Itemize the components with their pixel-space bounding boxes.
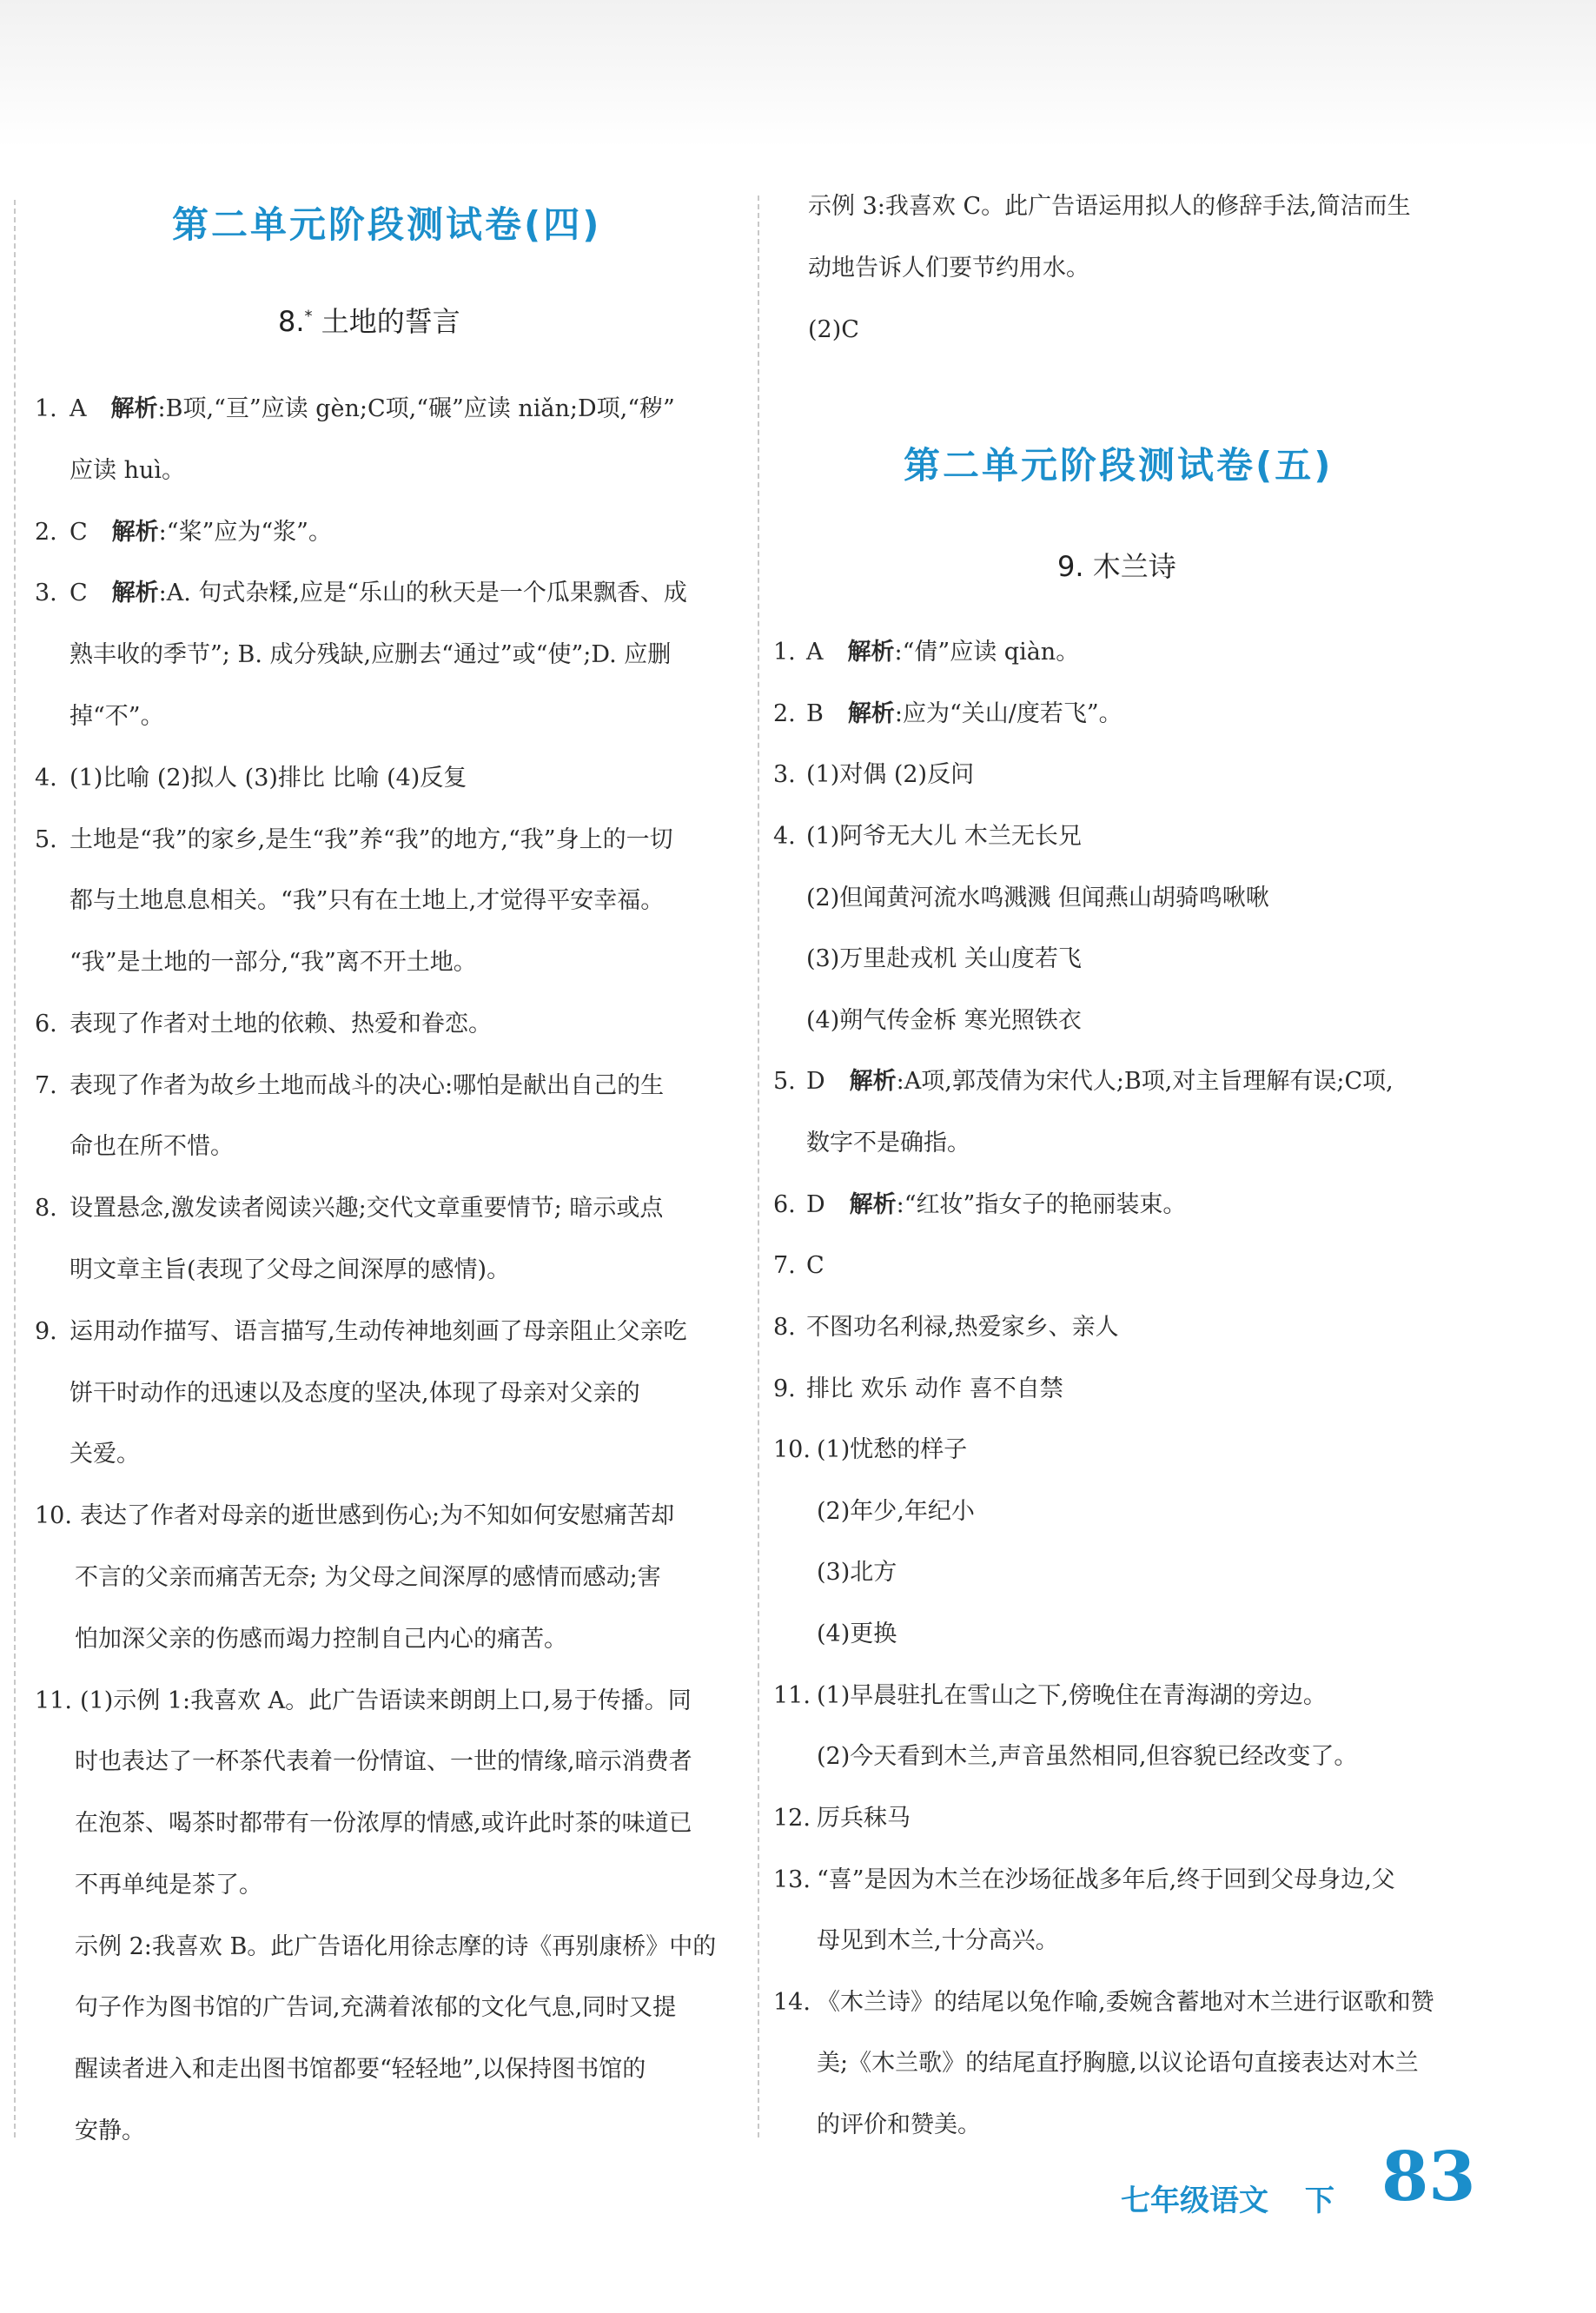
- answer-text: 熟丰收的季节”; B. 成分残缺,应删去“通过”或“使”;D. 应删: [70, 641, 672, 669]
- answer-text: 饼干时动作的迅速以及态度的坚决,体现了母亲对父亲的: [70, 1379, 640, 1407]
- footer-subject: 七年级语文: [1121, 2184, 1268, 2218]
- top-shading: [0, 0, 1596, 148]
- answer-text: 不图功名利禄,热爱家乡、亲人: [806, 1313, 1119, 1341]
- answer-line: [75, 1933, 716, 1961]
- answer-text: 命也在所不惜。: [70, 1133, 234, 1161]
- question-number: 10.: [773, 1436, 811, 1464]
- question-number: 13.: [773, 1866, 811, 1893]
- answer-line: [773, 700, 1122, 728]
- answer-line: [75, 1994, 676, 2022]
- answer-line: [773, 823, 1082, 851]
- answer-line: [70, 1441, 140, 1468]
- analysis-label: 解析: [849, 1068, 897, 1096]
- question-number: 1.: [35, 395, 57, 422]
- answer-text: 表达了作者对母亲的逝世感到伤心;为不知如何安慰痛苦却: [80, 1502, 675, 1530]
- answer-text: 醒读者进入和走出图书馆都要“轻轻地”,以保持图书馆的: [75, 2056, 646, 2084]
- answer-line: [817, 1927, 1059, 1955]
- answer-text: 表现了作者对土地的依赖、热爱和眷恋。: [70, 1010, 492, 1037]
- answer-text: (2)但闻黄河流水鸣溅溅 但闻燕山胡骑鸣啾啾: [806, 884, 1269, 911]
- analysis-label: 解析: [847, 639, 895, 666]
- question-number: 8.: [35, 1195, 57, 1223]
- question-number: 7.: [35, 1071, 57, 1099]
- answer-line: [773, 1252, 824, 1280]
- answer-line: [806, 1130, 970, 1157]
- answer-text: 示例 2:我喜欢 B。此广告语化用徐志摩的诗《再别康桥》中的: [75, 1932, 717, 1960]
- lesson-number: 9.: [1057, 550, 1084, 583]
- answer-text: 明文章主旨(表现了父母之间深厚的感情)。: [70, 1256, 511, 1283]
- answer-text: 句子作为图书馆的广告词,充满着浓郁的文化气息,同时又提: [75, 1994, 677, 2022]
- answer-line: [35, 1318, 687, 1346]
- answer-choice: C: [70, 580, 88, 607]
- answer-text: 都与土地息息相关。“我”只有在土地上,才觉得平安幸福。: [70, 887, 665, 915]
- answer-line: [75, 2056, 646, 2084]
- answer-choice: A: [806, 639, 824, 666]
- answer-text: 土地是“我”的家乡,是生“我”养“我”的地方,“我”身上的一切: [70, 825, 673, 853]
- question-number: 3.: [35, 580, 57, 607]
- answer-line: [817, 1620, 897, 1648]
- question-number: 9.: [35, 1317, 57, 1345]
- answer-choice: B: [806, 699, 824, 727]
- question-number: 12.: [773, 1804, 811, 1832]
- answer-text: :A项,郭茂倩为宋代人;B项,对主旨理解有误;C项,: [896, 1068, 1394, 1096]
- answer-line: [75, 1810, 692, 1838]
- question-number: 2.: [773, 699, 796, 727]
- answer-text: :“倩”应读 qiàn。: [894, 639, 1080, 666]
- answer-line: [35, 1502, 674, 1530]
- answer-line: [773, 1989, 1434, 2017]
- question-number: 5.: [35, 825, 57, 853]
- answer-text: 时也表达了一杯茶代表着一份情谊、一世的情缘,暗示消费者: [75, 1748, 692, 1776]
- question-number: 6.: [773, 1190, 796, 1218]
- answer-line: [817, 2050, 1419, 2078]
- answer-line: [773, 1436, 967, 1464]
- answer-text: (4)朔气传金柝 寒光照铁衣: [806, 1006, 1082, 1034]
- answer-line: [773, 1068, 1394, 1096]
- answer-text: :“红妆”指女子的艳丽装束。: [896, 1190, 1187, 1218]
- page-number: 83: [1381, 2137, 1476, 2217]
- answer-text: :B项,“亘”应读 gèn;C项,“碾”应读 niǎn;D项,“秽”: [157, 395, 675, 422]
- answer-text: 《木兰诗》的结尾以兔作喻,委婉含蓄地对木兰进行讴歌和赞: [817, 1988, 1434, 2016]
- answer-choice: D: [806, 1190, 825, 1218]
- answer-line: [808, 316, 859, 344]
- answer-line: [773, 639, 1079, 666]
- lesson-title-left: [278, 300, 460, 340]
- answer-text: 运用动作描写、语言描写,生动传神地刻画了母亲阻止父亲吃: [70, 1317, 687, 1345]
- analysis-label: 解析: [847, 699, 895, 727]
- center-divider-dashes: [758, 196, 759, 2137]
- answer-line: [35, 1195, 663, 1223]
- question-number: 6.: [35, 1010, 57, 1037]
- answer-text: 掉“不”。: [70, 702, 164, 730]
- answer-text: 安静。: [75, 2117, 145, 2144]
- answer-line: [35, 1011, 492, 1038]
- answer-choice: A: [70, 395, 87, 422]
- question-number: 8.: [773, 1313, 796, 1341]
- analysis-label: 解析: [849, 1190, 897, 1218]
- answer-text: 在泡茶、喝茶时都带有一份浓厚的情感,或许此时茶的味道已: [75, 1810, 692, 1838]
- answer-text: 母见到木兰,十分高兴。: [817, 1927, 1059, 1955]
- answer-line: [35, 826, 673, 854]
- answer-text: (3)万里赴戎机 关山度若飞: [806, 945, 1082, 973]
- question-number: 11.: [773, 1681, 811, 1709]
- lesson-star: *: [304, 307, 313, 326]
- lesson-title-right: [1057, 545, 1176, 585]
- answer-text: 怕加深父亲的伤感而竭力控制自己内心的痛苦。: [75, 1625, 567, 1653]
- answer-line: [806, 885, 1269, 912]
- answer-text: (3)北方: [817, 1559, 897, 1587]
- question-number: 14.: [773, 1988, 811, 2016]
- answer-text: (4)更换: [817, 1620, 897, 1647]
- question-number: 10.: [35, 1502, 72, 1530]
- question-number: 1.: [773, 639, 796, 666]
- answer-line: [817, 1743, 1357, 1771]
- answer-text: (1)忧愁的样子: [817, 1436, 968, 1464]
- section-title-left: 第二单元阶段测试卷(四): [172, 203, 602, 246]
- answer-text: (2)年少,年纪小: [817, 1497, 975, 1525]
- answer-line: [817, 2111, 981, 2139]
- answer-line: [35, 1687, 692, 1715]
- answer-line: [70, 1133, 234, 1161]
- question-number: 9.: [773, 1375, 796, 1402]
- answer-text: 的评价和赞美。: [817, 2111, 981, 2138]
- answer-line: [70, 949, 477, 977]
- answer-text: 关爱。: [70, 1441, 140, 1468]
- answer-text: 不言的父亲而痛苦无奈; 为父母之间深厚的感情而感动;害: [75, 1563, 661, 1591]
- answer-text: 不再单纯是茶了。: [75, 1871, 262, 1899]
- question-number: 3.: [773, 761, 796, 789]
- question-number: 7.: [773, 1252, 796, 1280]
- answer-line: [808, 255, 1089, 282]
- answer-choice: C: [70, 518, 88, 546]
- answer-text: 示例 3:我喜欢 C。此广告语运用拟人的修辞手法,简洁而生: [808, 193, 1411, 220]
- footer-grade-label: [1121, 2177, 1334, 2219]
- analysis-label: 解析: [111, 580, 159, 607]
- answer-text: :应为“关山/度若飞”。: [894, 699, 1122, 727]
- answer-line: [70, 457, 185, 485]
- answer-line: [70, 641, 671, 669]
- answer-line: [75, 2117, 145, 2145]
- answer-line: [35, 580, 687, 607]
- answer-line: [817, 1498, 975, 1526]
- answer-line: [806, 1007, 1082, 1035]
- answer-text: C: [806, 1252, 824, 1280]
- answer-line: [773, 1866, 1395, 1894]
- answer-text: 厉兵秣马: [817, 1804, 911, 1832]
- answer-text: (1)比喻 (2)拟人 (3)排比 比喻 (4)反复: [70, 764, 467, 792]
- answer-text: 设置悬念,激发读者阅读兴趣;交代文章重要情节; 暗示或点: [70, 1195, 664, 1223]
- answer-text: 美;《木兰歌》的结尾直抒胸臆,以议论语句直接表达对木兰: [817, 2050, 1419, 2078]
- answer-text: (2)C: [808, 316, 859, 343]
- answer-text: :“桨”应为“浆”。: [158, 518, 332, 546]
- answer-text: 应读 huì。: [70, 456, 185, 484]
- answer-line: [75, 1748, 692, 1776]
- answer-line: [808, 193, 1411, 221]
- answer-line: [70, 1256, 510, 1284]
- section-title-right: 第二单元阶段测试卷(五): [904, 444, 1334, 487]
- answer-choice: D: [806, 1068, 825, 1096]
- lesson-number: 8.: [278, 305, 305, 338]
- question-number: 11.: [35, 1687, 72, 1714]
- footer-volume: 下: [1304, 2184, 1334, 2218]
- answer-line: [773, 1191, 1186, 1219]
- answer-text: :A. 句式杂糅,应是“乐山的秋天是一个瓜果飘香、成: [158, 580, 687, 607]
- answer-line: [75, 1626, 567, 1654]
- answer-text: 动地告诉人们要节约用水。: [808, 255, 1089, 282]
- answer-line: [35, 519, 332, 547]
- answer-line: [70, 1380, 640, 1408]
- question-number: 2.: [35, 518, 57, 546]
- answer-line: [817, 1559, 897, 1587]
- answer-line: [70, 887, 664, 915]
- answer-text: 表现了作者为故乡土地而战斗的决心:哪怕是献出自己的生: [70, 1071, 665, 1099]
- answer-text: 数字不是确指。: [806, 1130, 970, 1156]
- question-number: 4.: [35, 764, 57, 792]
- analysis-label: 解析: [111, 518, 159, 546]
- lesson-name: 土地的誓言: [321, 305, 460, 338]
- answer-line: [70, 703, 164, 731]
- answer-line: [773, 1805, 911, 1833]
- answer-line: [35, 1072, 664, 1100]
- answer-line: [773, 761, 974, 789]
- answer-text: 排比 欢乐 动作 喜不自禁: [806, 1375, 1063, 1402]
- answer-text: (1)对偶 (2)反问: [806, 761, 975, 789]
- answer-line: [35, 765, 467, 792]
- answer-text: “喜”是因为木兰在沙场征战多年后,终于回到父母身边,父: [817, 1866, 1395, 1893]
- answer-text: (2)今天看到木兰,声音虽然相同,但容貌已经改变了。: [817, 1743, 1358, 1771]
- answer-text: (1)早晨驻扎在雪山之下,傍晚住在青海湖的旁边。: [817, 1681, 1327, 1709]
- answer-line: [773, 1682, 1327, 1710]
- answer-line: [773, 1314, 1119, 1342]
- question-number: 4.: [773, 822, 796, 850]
- answer-line: [773, 1375, 1063, 1403]
- answer-text: (1)示例 1:我喜欢 A。此广告语读来朗朗上口,易于传播。同: [80, 1687, 692, 1714]
- analysis-label: 解析: [110, 395, 158, 422]
- answer-line: [806, 945, 1082, 973]
- answer-line: [35, 395, 675, 423]
- answer-text: “我”是土地的一部分,“我”离不开土地。: [70, 949, 477, 977]
- answer-line: [75, 1564, 661, 1592]
- answer-line: [75, 1872, 262, 1899]
- lesson-name: 木兰诗: [1092, 550, 1176, 583]
- left-margin-dashes: [14, 200, 16, 2137]
- question-number: 5.: [773, 1068, 796, 1096]
- answer-text: (1)阿爷无大儿 木兰无长兄: [806, 822, 1082, 850]
